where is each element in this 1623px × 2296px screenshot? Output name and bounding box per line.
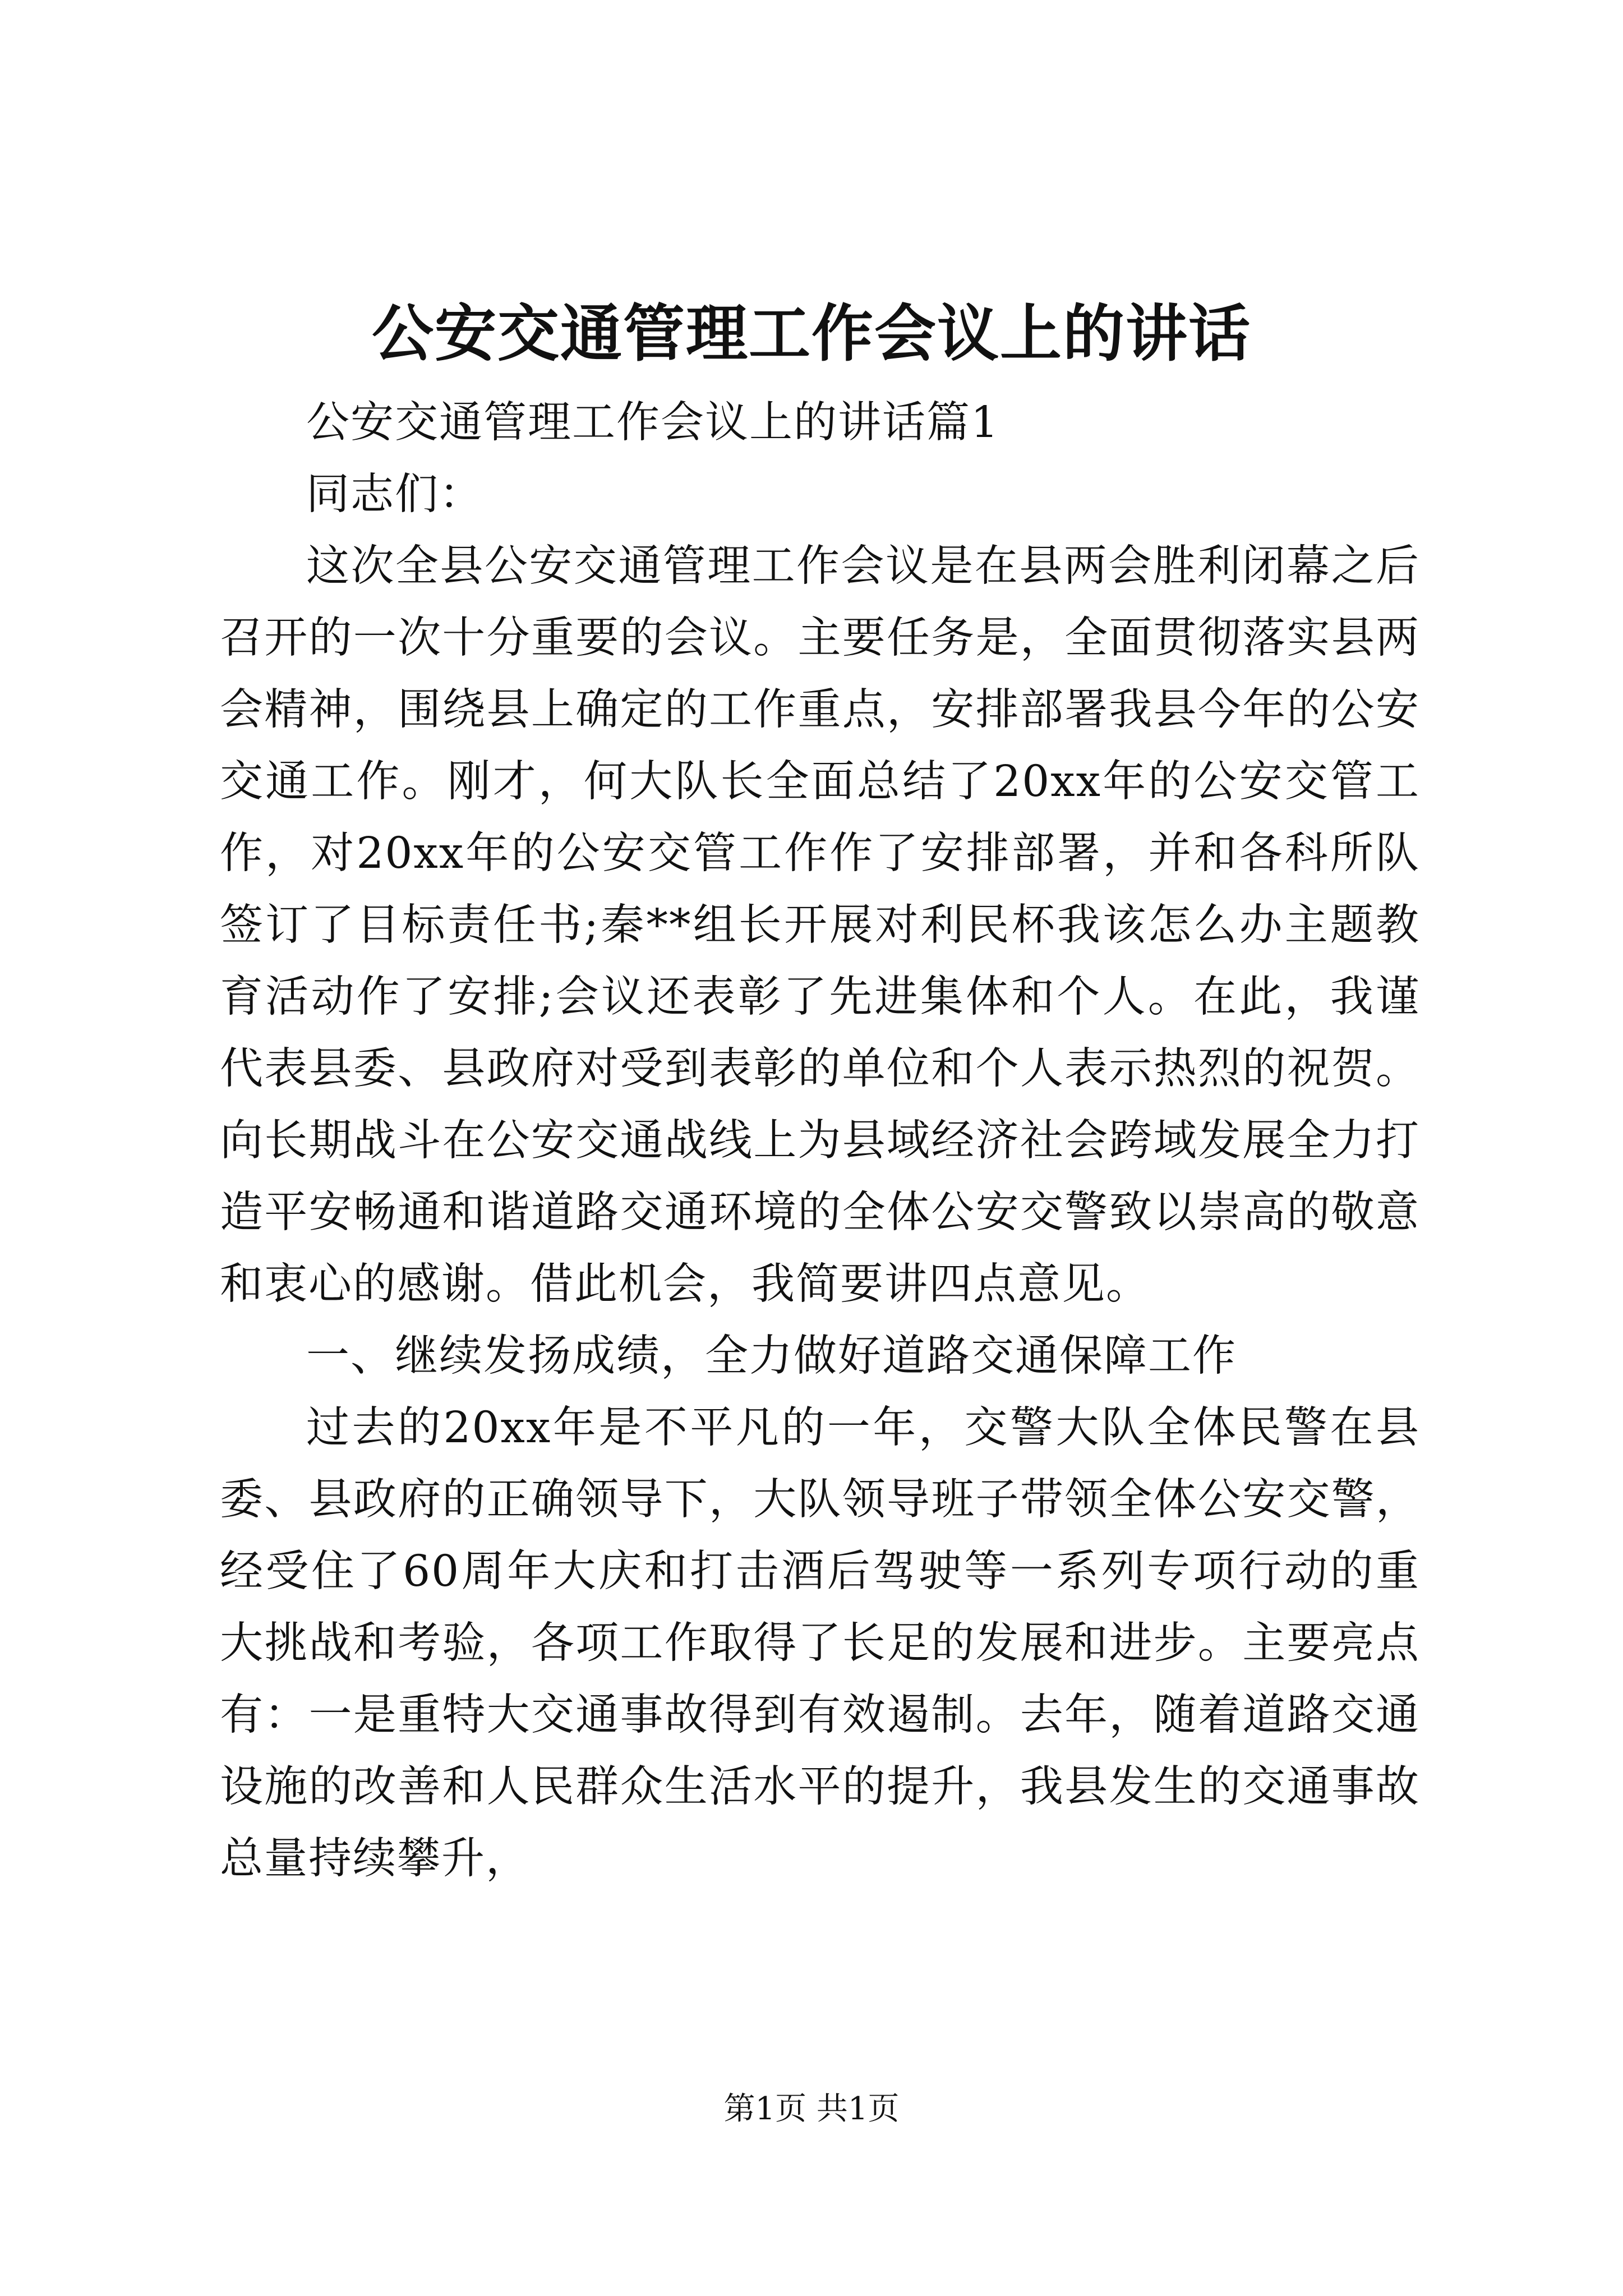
document-title: 公安交通管理工作会议上的讲话 bbox=[372, 297, 1251, 370]
document-body bbox=[220, 387, 1420, 1895]
paragraph-review: 过去的20xx年是不平凡的一年，交警大队全体民警在县委、县政府的正确领导下，大队领导班子带领全体公安交警，经受住了60周年大庆和打击酒后驾驶等一系列专项行动的重大挑战和考验，各项工作取得了长足的发展和进步。主要亮点有：一是重特大交通事故得到有效遏制。去年，随着道路交通设施的改善和人民群众生活水平的提升，我县发生的交通事故总量持续攀升， bbox=[220, 1403, 1420, 1884]
salutation: 同志们： bbox=[306, 470, 483, 519]
page-footer: 第1页 共1页 bbox=[723, 2091, 900, 2127]
paragraph-intro: 这次全县公安交通管理工作会议是在县两会胜利闭幕之后召开的一次十分重要的会议。主要任务是，全面贯彻落实县两会精神，围绕县上确定的工作重点，安排部署我县今年的公安交通工作。刚才，何大队长全面总结了20xx年的公安交管工作，对20xx年的公安交管工作作了安排部署，并和各科所队签订了目标责任书;秦**组长开展对利民杯我该怎么办主题教育活动作了安排;会议还表彰了先进集体和个人。在此，我谨代表县委、县政府对受到表彰的单位和个人表示热烈的祝贺。向长期战斗在公安交通战线上为县域经济社会跨域发展全力打造平安畅通和谐道路交通环境的全体公安交警致以崇高的敬意和衷心的感谢。借此机会，我简要讲四点意见。 bbox=[220, 541, 1420, 1309]
section-heading-1: 一、继续发扬成绩，全力做好道路交通保障工作 bbox=[306, 1331, 1237, 1381]
section-subtitle: 公安交通管理工作会议上的讲话篇1 bbox=[306, 398, 999, 448]
